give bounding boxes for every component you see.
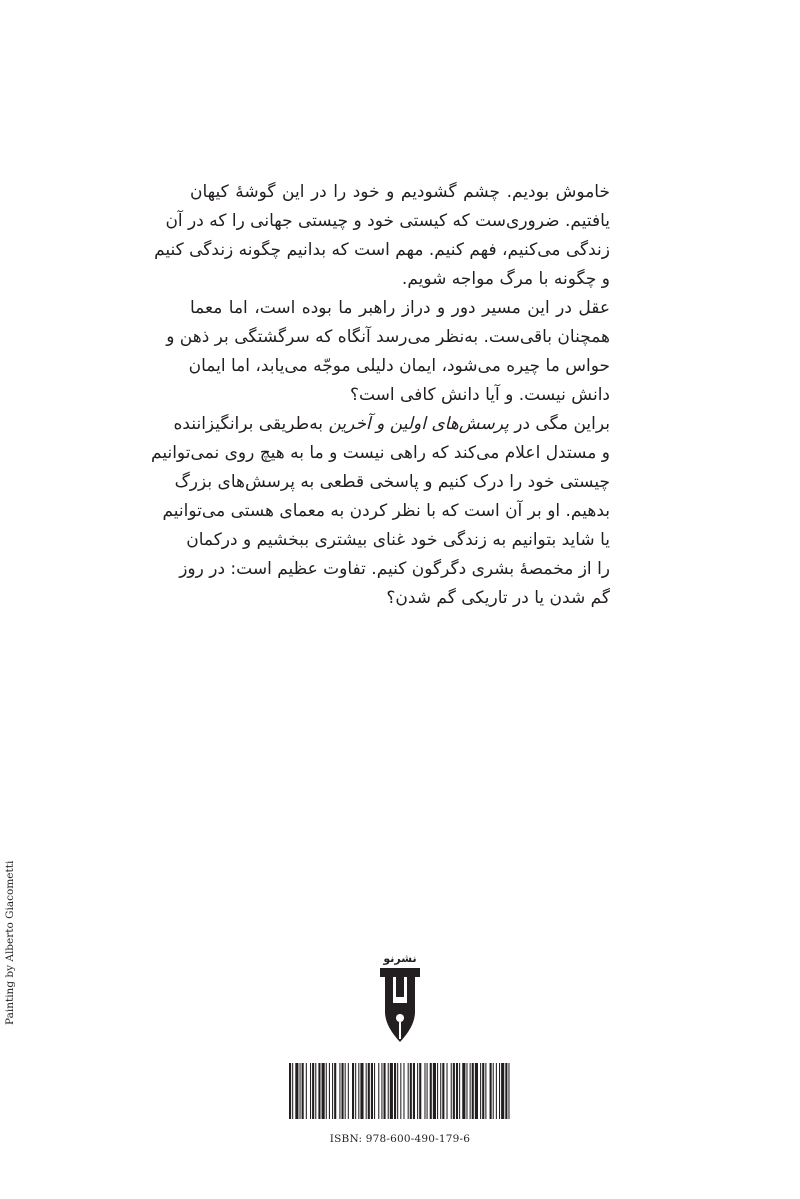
barcode-bar [315,1063,316,1119]
barcode-bar [453,1063,455,1119]
barcode-bar [408,1063,409,1119]
barcode-bar [505,1063,507,1119]
barcode-bar [508,1063,509,1119]
barcode-bar [400,1063,401,1119]
barcode-bar [360,1063,363,1119]
blurb-line: یا شاید بتوانیم به زندگی خود غنای بیشتری ببخشیم و درکمان [186,530,610,550]
barcode-bar [355,1063,356,1119]
barcode-bar [480,1063,481,1119]
barcode-bar [493,1063,494,1119]
barcode-bar [332,1063,333,1119]
book-title-italic: پرسش‌های اولین و آخرین [328,414,509,434]
barcode-bar [459,1063,460,1119]
barcode-bar [437,1063,438,1119]
blurb-line: حواس ما چیره می‌شود، ایمان دلیلی موجّه می‌یابد، اما ایمان [188,356,610,376]
barcode-bar [482,1063,484,1119]
blurb-line: خاموش بودیم. چشم گشودیم و خود را در این گوشهٔ کیهان [190,182,610,202]
barcode-bar [381,1063,382,1119]
blurb-line-with-book-title [173,410,610,439]
barcode-bar [348,1063,349,1119]
barcode-bar [501,1063,504,1119]
fountain-pen-nib-icon [376,950,424,1050]
barcode-bar [342,1063,344,1119]
publisher-logo [376,950,424,1050]
blurb-line: بدهیم. او بر آن است که با نظر کردن به معمای هستی می‌توانیم [162,501,610,521]
barcode-bar [329,1063,330,1119]
barcode-bar [424,1063,425,1119]
painting-credit-text: Painting by Alberto Giacometti [4,860,16,1025]
barcode-bar [490,1063,492,1119]
barcode-bar [410,1063,412,1119]
blurb-line: را از مخمصهٔ بشری دگرگون کنیم. تفاوت عظیم است: در روز [179,559,610,579]
barcode-bar [403,1063,404,1119]
barcode-bar [322,1063,325,1119]
blurb-line: یافتیم. ضروری‌ست که کیستی خود و چیستی جهانی را که در آن [165,211,610,231]
barcode-bar [466,1063,467,1119]
barcode-bar [427,1063,428,1119]
isbn-number: ISBN: 978-600-490-179-6 [329,1133,471,1145]
barcode-bar [472,1063,474,1119]
barcode-bar [352,1063,354,1119]
barcode-bar [456,1063,458,1119]
barcode-bar [499,1063,500,1119]
barcode-bar [345,1063,346,1119]
blurb-line: همچنان باقی‌ست. به‌نظر می‌رسد آنگاه که سرگشتگی بر ذهن و [166,327,610,347]
barcode-bar [388,1063,389,1119]
barcode-bar [371,1063,373,1119]
barcode-bar [390,1063,393,1119]
barcode-bar [300,1063,301,1119]
barcode-bar [374,1063,375,1119]
barcode-bar [378,1063,379,1119]
barcode-bar [413,1063,415,1119]
barcode-bar [470,1063,471,1119]
barcode-bar [485,1063,486,1119]
blurb-line: و چگونه با مرگ مواجه شویم. [401,269,610,289]
barcode-bar [295,1063,298,1119]
barcode-bar [292,1063,293,1119]
barcode-bar [430,1063,432,1119]
barcode-bar [312,1063,314,1119]
barcode-bar [433,1063,436,1119]
barcode-bar [368,1063,370,1119]
blurb-line: دانش نیست. و آیا دانش کافی است؟ [349,385,610,405]
barcode-bar [310,1063,311,1119]
barcode-bar [289,1063,291,1119]
barcode [288,1063,512,1119]
barcode-bar [440,1063,441,1119]
barcode-bar [394,1063,396,1119]
blurb-text-fragment: به‌طریقی برانگیزاننده [173,414,329,434]
barcode-bar [306,1063,307,1119]
blurb-text [151,178,610,613]
blurb-line: عقل در این مسیر دور و دراز راهبر ما بوده است، اما معما [190,298,610,318]
blurb-text-fragment: براین مگی در [508,414,610,434]
barcode-bar [397,1063,398,1119]
barcode-bar [384,1063,386,1119]
barcode-bar [318,1063,320,1119]
barcode-bar [417,1063,418,1119]
blurb-paragraph-2 [166,294,610,410]
blurb-line: گم شدن یا در تاریکی گم شدن؟ [386,588,610,608]
barcode-bar [442,1063,444,1119]
publisher-logo-text: نشرنو [383,952,417,965]
barcode-bar [451,1063,452,1119]
blurb-paragraph-1 [154,178,610,294]
barcode-bar [475,1063,478,1119]
barcode-bar [339,1063,340,1119]
barcode-bar [447,1063,448,1119]
barcode-bar [366,1063,367,1119]
barcode-bar [419,1063,421,1119]
blurb-paragraph-3 [151,410,610,613]
barcode-bar [358,1063,359,1119]
blurb-line: و مستدل اعلام می‌کند که راهی نیست و ما به هیچ روی نمی‌توانیم [151,443,610,463]
barcode-bar [302,1063,304,1119]
barcode-bar [462,1063,465,1119]
blurb-line: زندگی می‌کنیم، فهم کنیم. مهم است که بدانیم چگونه زندگی کنیم [154,240,610,260]
barcode-bar [326,1063,327,1119]
barcode-bar [496,1063,497,1119]
blurb-line: چیستی خود را درک کنیم و پاسخی قطعی به پرسش‌های بزرگ [174,472,610,492]
barcode-bar [334,1063,336,1119]
